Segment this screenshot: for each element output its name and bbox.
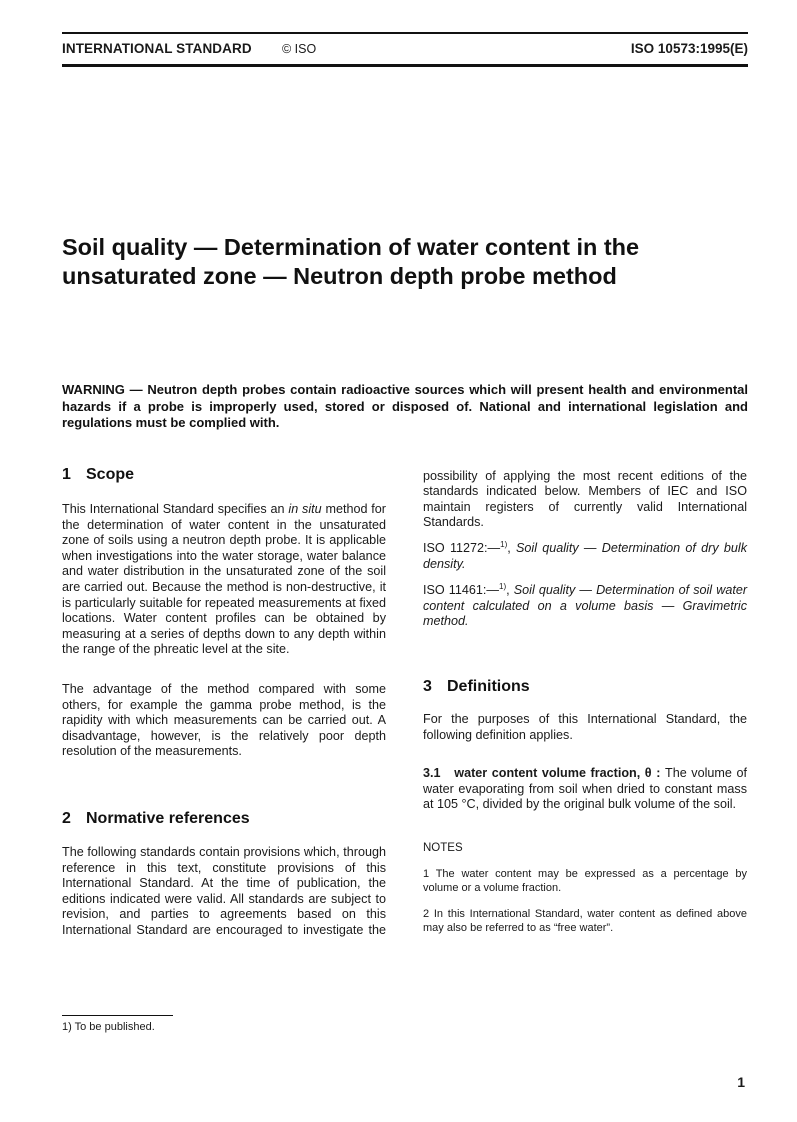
definition-number: 3.1 <box>423 766 441 780</box>
definition-text: The volume of water evaporating from soil when dried to constant mass at 105 °C, divided by the original bulk volume of the soil. <box>423 766 747 812</box>
italic-term: in situ <box>288 502 322 516</box>
section-title: Definitions <box>447 678 530 695</box>
reference-iso-11461: ISO 11461:—$^{1)}$, Soil quality — Determination of soil water content calculated on a volume basis — Gravimetric method. <box>423 581 748 629</box>
definition-term: water content volume fraction, θ : <box>454 766 661 780</box>
normative-paragraph-clip <box>62 845 386 938</box>
section-number: 3 <box>423 678 432 695</box>
section-title: Normative references <box>86 810 250 827</box>
footnote-rule <box>62 1015 173 1016</box>
notes-label: NOTES <box>423 842 463 854</box>
text-run: This International Standard specifies an <box>62 502 289 516</box>
section-definitions-heading <box>423 678 530 696</box>
scope-paragraph-1 <box>62 502 386 658</box>
reference-title: Soil quality — Determination of dry bulk density. <box>423 541 747 571</box>
text-run: method for the determination of water content in the unsaturated zone of soils using a neutron depth probe. It is applicable when investigations into the water storage, water balance and water distribution in the unsaturated zone of the soil are carried out. Because the method is non-destructive, it is particularly suitable for repeated measurements at fixed locations. Water content profiles can be obtained by measuring at a series of depths down to any depth within the range of the phreatic level at the site. <box>62 502 386 657</box>
header-copyright: © ISO <box>282 42 317 56</box>
header-bottom-rule <box>62 64 748 67</box>
normative-continuation-clip <box>423 468 747 530</box>
reference-code: ISO 11272:— <box>423 541 501 555</box>
document-title: Soil quality — Determination of water content in the unsaturated zone — Neutron depth probe method <box>62 234 640 289</box>
footnote-marker: 1) <box>500 539 508 549</box>
header-document-number: ISO 10573:1995(E) <box>630 41 748 56</box>
note-2: 2 In this International Standard, water content as defined above may also be referred to as “free water”. <box>423 908 747 934</box>
header-standard-label: INTERNATIONAL STANDARD <box>62 41 252 56</box>
section-scope-heading <box>62 466 134 484</box>
page-number: 1 <box>737 1074 745 1090</box>
note-1: 1 The water content may be expressed as a percentage by volume or a volume fraction. <box>423 868 747 894</box>
section-number: 2 <box>62 810 71 827</box>
definitions-intro: For the purposes of this International Standard, the following definition applies. <box>423 712 747 742</box>
header-top-rule <box>62 32 748 34</box>
scope-paragraph-2: The advantage of the method compared with some others, for example the gamma probe method, is the rapidity with which measurements can be carried out. A disadvantage, however, is the relatively poor depth resolution of the measurements. <box>62 682 386 759</box>
reference-title: Soil quality — Determination of soil water content calculated on a volume basis — Gravimetric method. <box>423 583 748 629</box>
footnote-marker: 1) <box>499 581 507 591</box>
section-normative-heading <box>62 810 250 828</box>
normative-paragraph: The following standards contain provisions which, through reference in this text, constitute provisions of this International Standard. At the time of publication, the editions indicated were valid. All standards are subject to revision, and parties to agreements based on this International Standard are encouraged to investigate the <box>62 845 386 937</box>
reference-code: ISO 11461:— <box>423 583 499 597</box>
normative-paragraph-continued: possibility of applying the most recent editions of the standards indicated below. Members of IEC and ISO maintain registers of currently valid International Standards. <box>423 468 747 530</box>
definition-3-1 <box>423 766 747 813</box>
footnote: 1) To be published. <box>62 1021 155 1033</box>
warning-notice: WARNING — Neutron depth probes contain radioactive sources which will present health and environmental hazards if a probe is improperly used, stored or disposed of. National and international legislation and regulations must be complied with. <box>62 382 748 430</box>
section-title: Scope <box>86 466 135 483</box>
section-number: 1 <box>62 466 71 483</box>
reference-iso-11272: ISO 11272:—$^{1)}$, Soil quality — Determination of dry bulk density. <box>423 539 747 571</box>
